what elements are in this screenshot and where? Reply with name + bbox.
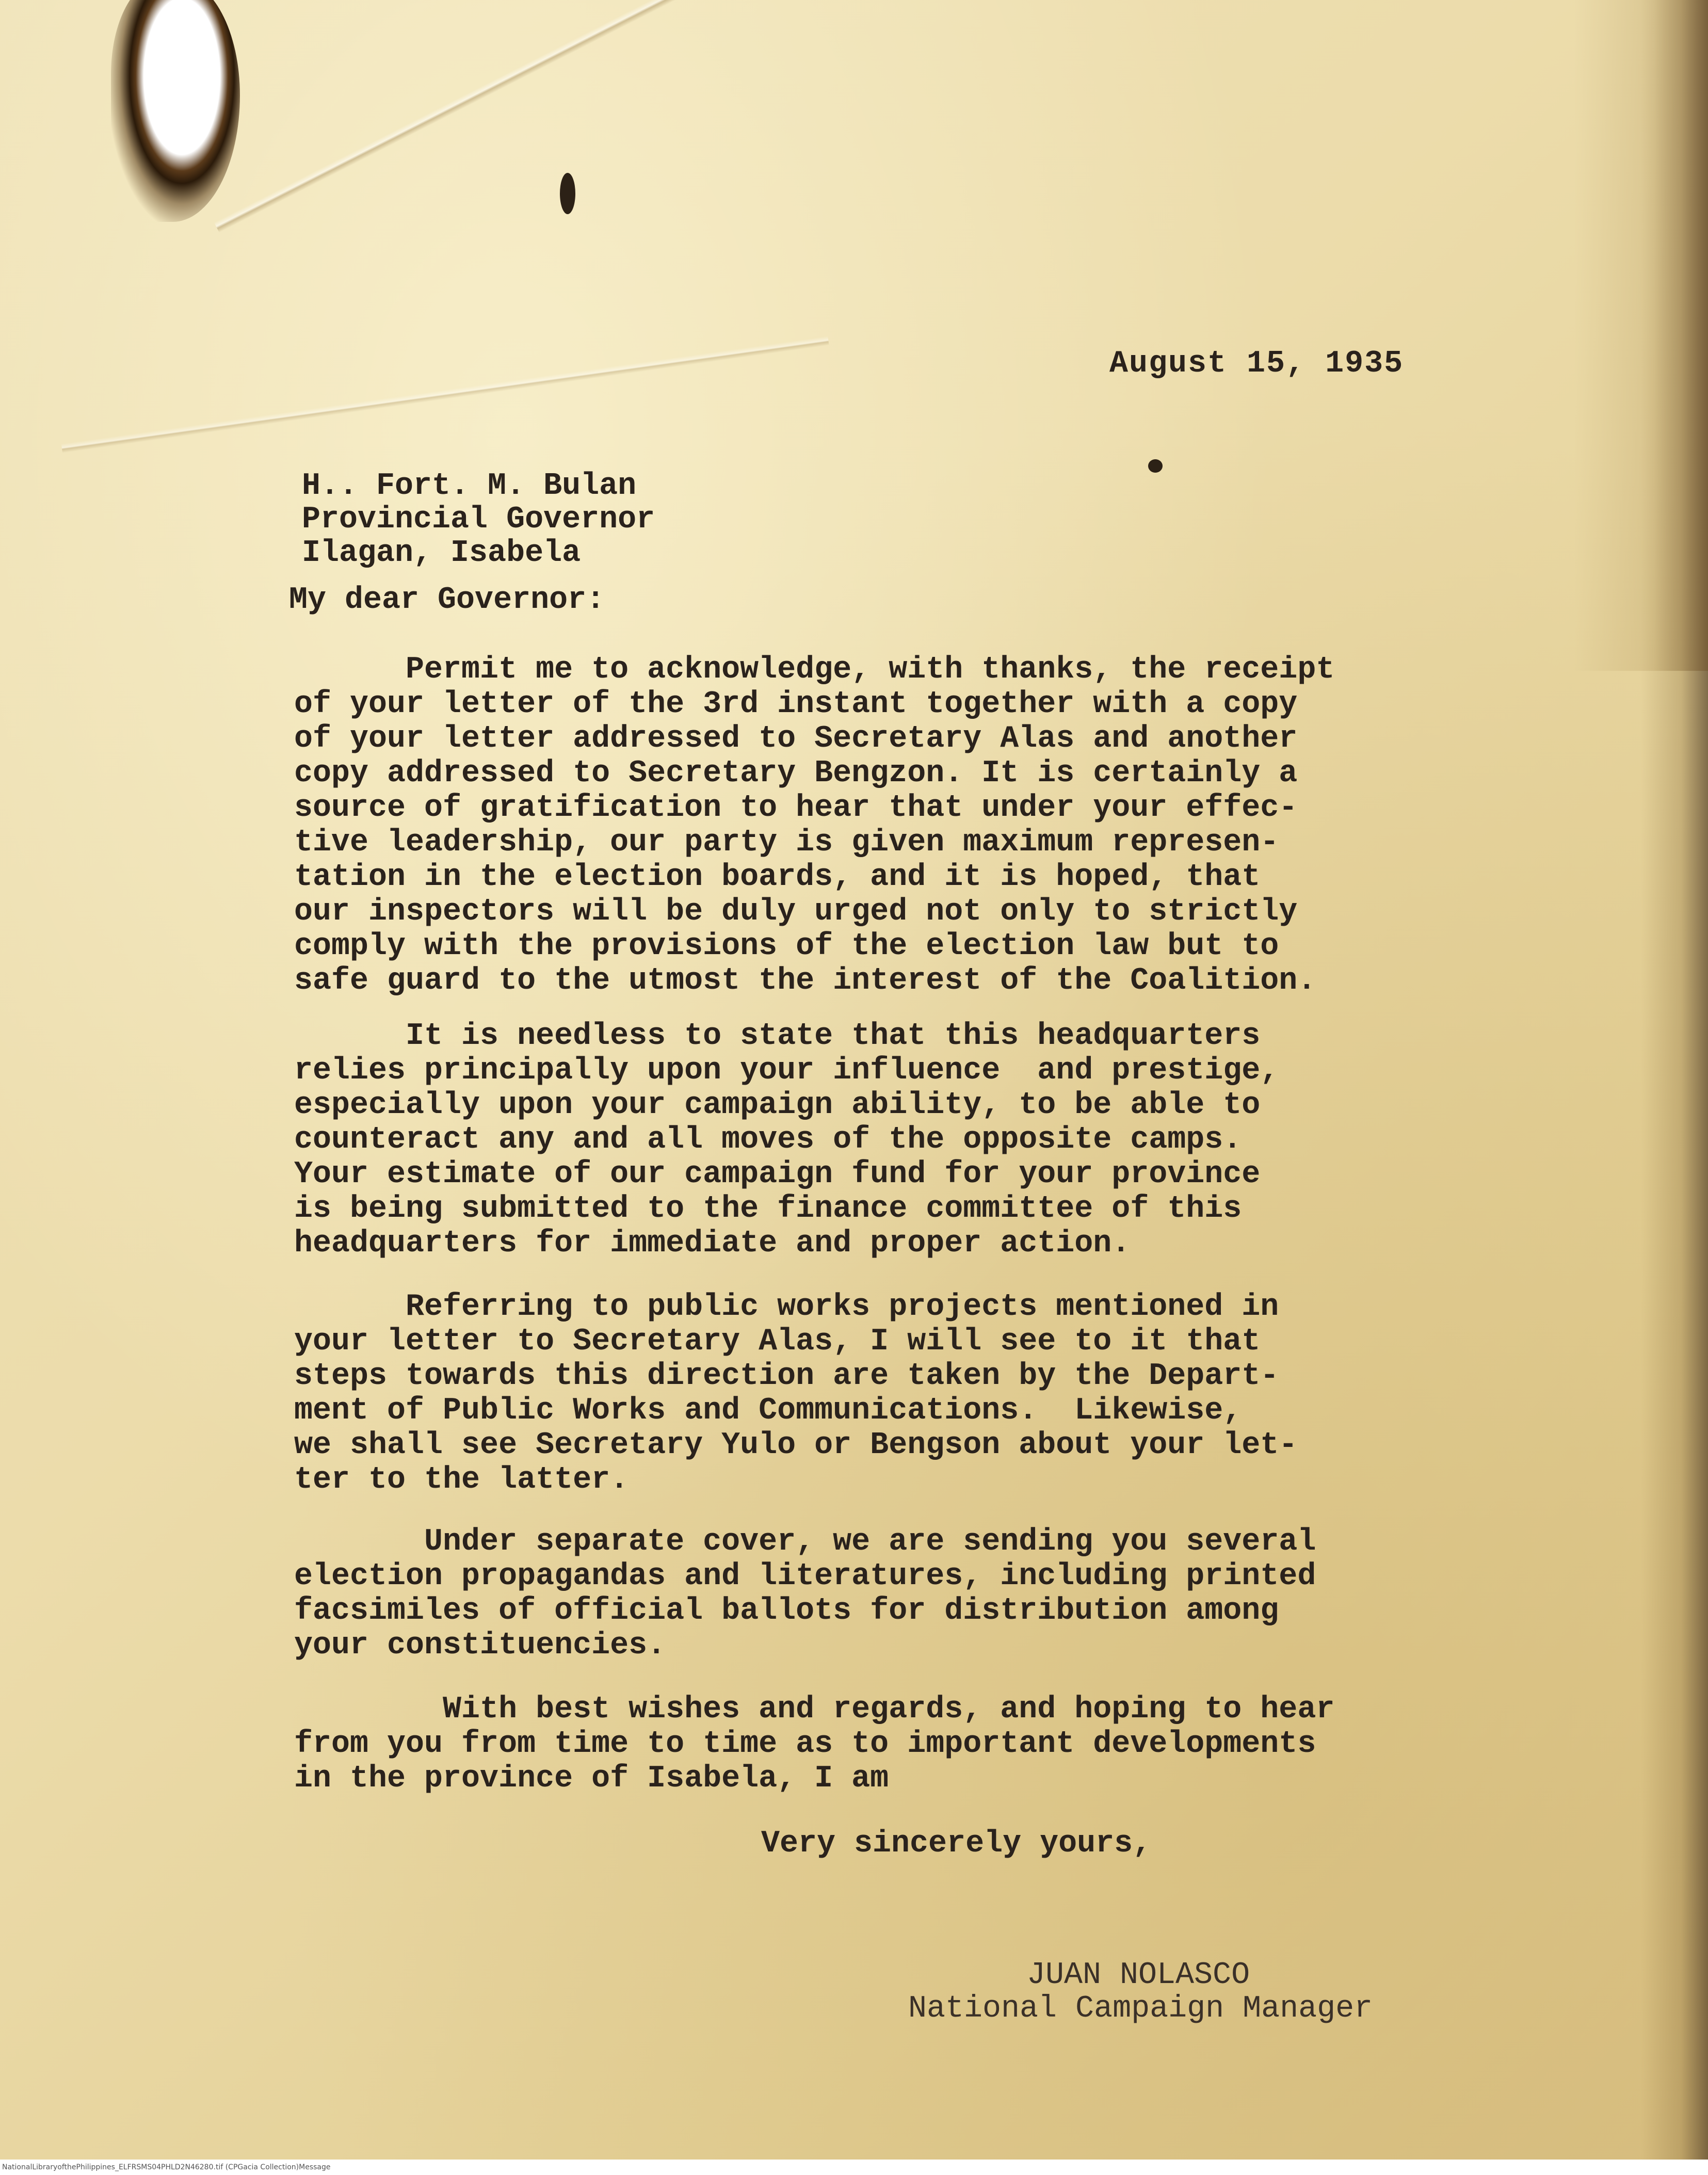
- paragraph-acknowledgement: Permit me to acknowledge, with thanks, the receipt of your letter of the 3rd instant together with a copy of your letter addressed to Secretary Alas and another copy addressed to Secretary Bengzon. It is certainly a source of gratification to hear that under your effec- tive leadership, our party is given maximum represen- tation in the election boards, and it is hoped, that our inspectors will be duly urged not only to strictly comply with the provisions of the election law but to safe guard to the utmost the interest of the Coalition.: [294, 652, 1335, 998]
- address-line: Provincial Governor: [302, 502, 655, 537]
- salutation: My dear Governor:: [289, 583, 605, 618]
- paragraph-headquarters: It is needless to state that this headquarters relies principally upon your influence and prestige, especially upon your campaign ability, to be able to counteract any and all moves of the opposite camps. Your estimate of our campaign fund for your province is being submitted to the finance committee of this headquarters for immediate and proper action.: [294, 1019, 1279, 1261]
- signature-name: JUAN NOLASCO: [1027, 1958, 1250, 1993]
- recipient-address: [302, 470, 655, 570]
- address-line: H.. Fort. M. Bulan: [302, 469, 637, 504]
- paragraph-materials: Under separate cover, we are sending you several election propagandas and literatures, including printed facsimiles of official ballots for distribution among your constituencies.: [294, 1524, 1316, 1663]
- closing: Very sincerely yours,: [761, 1826, 1152, 1861]
- scan-footer: NationalLibraryofthePhilippines_ELFRSMS04PHLD2N46280.tif (CPGacia Collection)Message: [0, 2160, 1708, 2175]
- paragraph-public-works: Referring to public works projects mentioned in your letter to Secretary Alas, I will see to it that steps towards this direction are taken by the Depart- ment of Public Works and Communications. Likewise, we shall see Secretary Yulo or Bengson about your let- ter to the latter.: [294, 1290, 1298, 1497]
- letter-date: August 15, 1935: [1109, 346, 1404, 381]
- paragraph-best-wishes: With best wishes and regards, and hoping to hear from you from time to time as to important developments in the province of Isabela, I am: [294, 1692, 1335, 1796]
- address-line: Ilagan, Isabela: [302, 536, 581, 571]
- signature-title: National Campaign Manager: [908, 1991, 1373, 2026]
